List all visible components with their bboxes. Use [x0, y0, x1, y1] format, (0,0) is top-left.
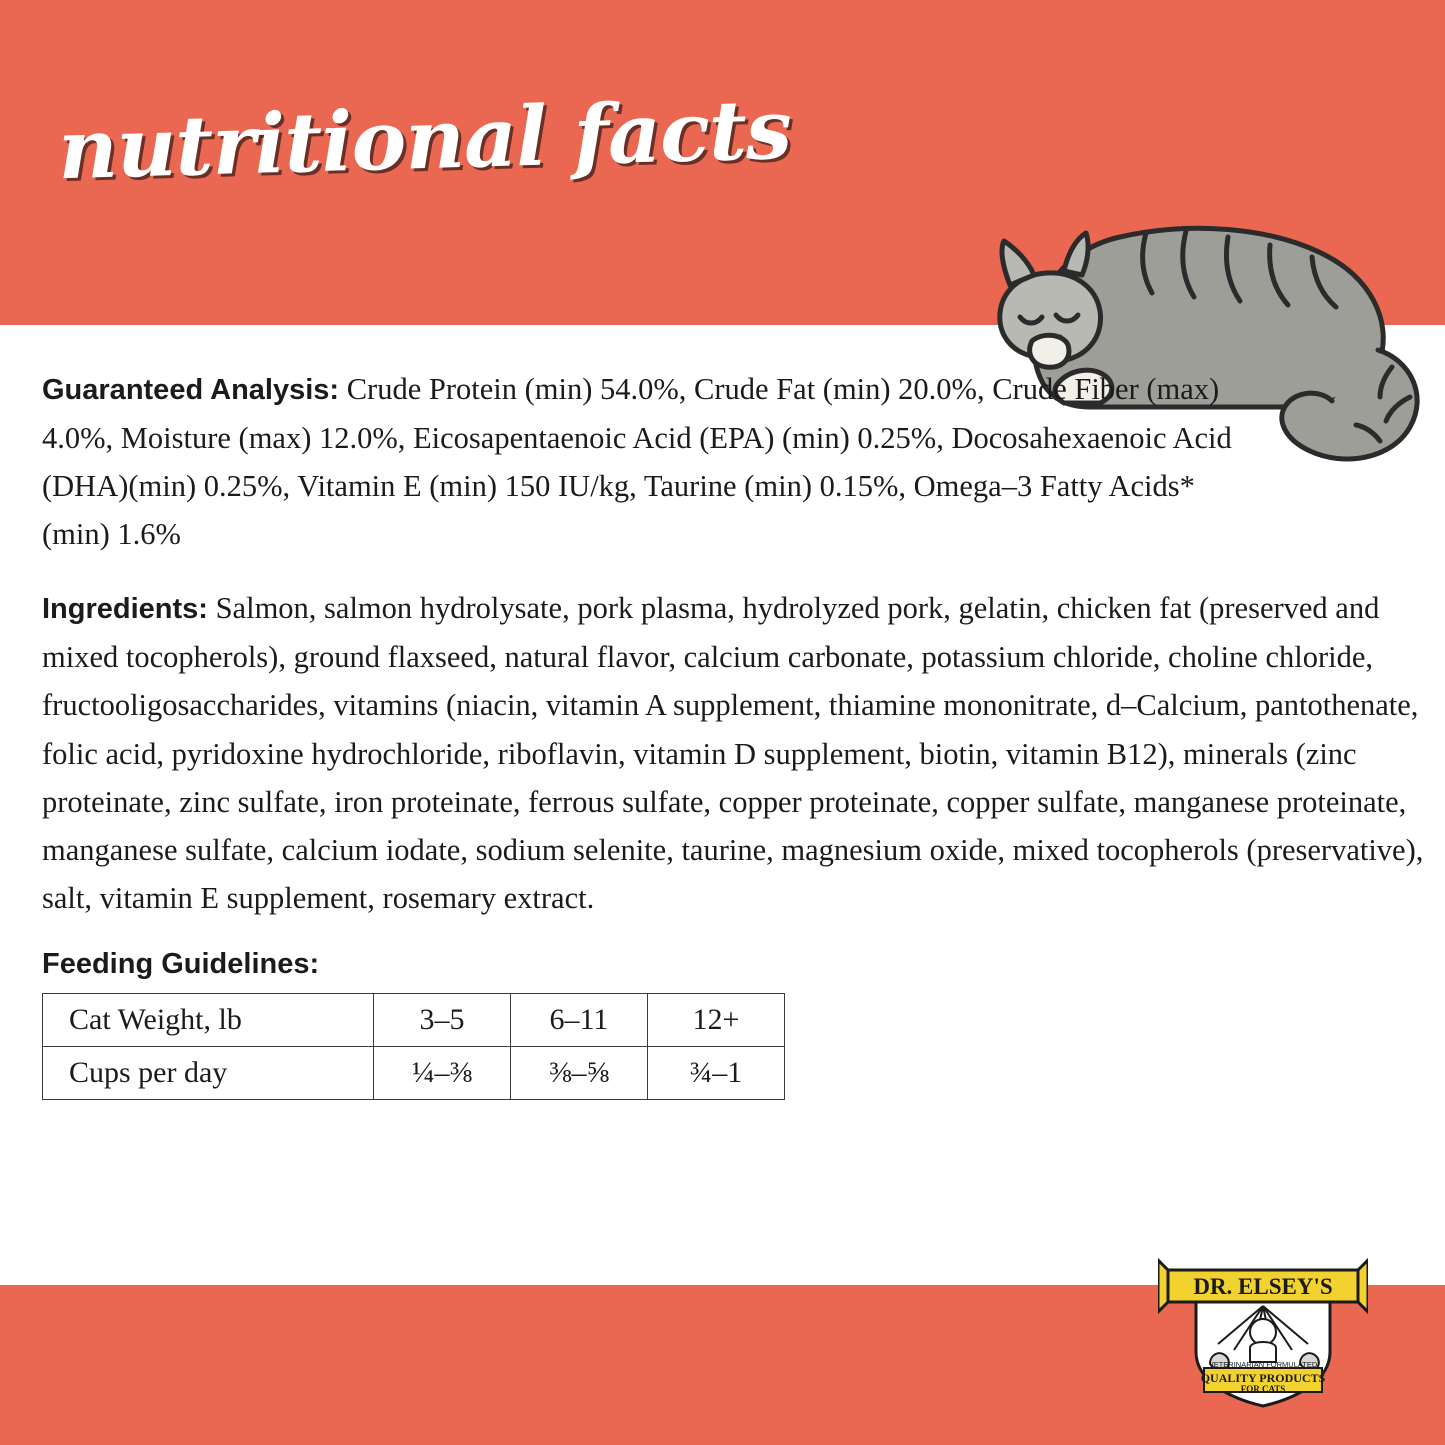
logo-tagline-mid: QUALITY PRODUCTS	[1200, 1371, 1326, 1385]
ingredients-label: Ingredients:	[42, 593, 208, 626]
table-row	[43, 994, 785, 1047]
ingredients-paragraph	[42, 584, 1427, 922]
weight-value-2: 6–11	[511, 994, 648, 1047]
row-header-weight: Cat Weight, lb	[43, 994, 374, 1047]
cups-value-3: ¾–1	[648, 1047, 785, 1100]
dr-elseys-seal-logo-icon	[1158, 1240, 1368, 1410]
logo-tagline-top: VETERINARIAN FORMULATED	[1208, 1360, 1318, 1369]
feeding-guidelines-table	[42, 993, 785, 1100]
weight-value-1: 3–5	[374, 994, 511, 1047]
body-content	[42, 365, 1427, 1100]
row-header-cups: Cups per day	[43, 1047, 374, 1100]
guaranteed-analysis-text: Crude Protein (min) 54.0%, Crude Fat (min) 20.0%, Crude Fiber (max) 4.0%, Moisture (max) 12.0%, Eicosapentaenoic Acid (EPA) (min) 0.25%, Docosahexaenoic Acid (DHA)(min) 0.25%, Vitamin E (min) 150 IU/kg, Taurine (min) 0.15%, Omega–3 Fatty Acids* (min) 1.6%	[42, 372, 1232, 552]
logo-brand-text: DR. ELSEY'S	[1193, 1274, 1333, 1299]
feeding-guidelines-label: Feeding Guidelines:	[42, 948, 320, 981]
cups-value-2: ⅜–⅝	[511, 1047, 648, 1100]
weight-value-3: 12+	[648, 994, 785, 1047]
guaranteed-analysis-paragraph	[42, 365, 1252, 558]
page-title: nutritional facts	[56, 81, 793, 199]
ingredients-text: Salmon, salmon hydrolysate, pork plasma, hydrolyzed pork, gelatin, chicken fat (preserved and mixed tocopherols), ground flaxseed, natural flavor, calcium carbonate, potassium chloride, choline chloride, fructooligosaccharides, vitamins (niacin, vitamin A supplement, thiamine mononitrate, d–Calcium, pantothenate, folic acid, pyridoxine hydrochloride, riboflavin, vitamin D supplement, biotin, vitamin B12), minerals (zinc proteinate, zinc sulfate, iron proteinate, ferrous sulfate, copper proteinate, copper sulfate, manganese proteinate, manganese sulfate, calcium iodate, sodium selenite, taurine, magnesium oxide, mixed tocopherols (preservative), salt, vitamin E supplement, rosemary extract.	[42, 591, 1424, 916]
cups-value-1: ¼–⅜	[374, 1047, 511, 1100]
table-row	[43, 1047, 785, 1100]
logo-tagline-bottom: FOR CATS	[1240, 1384, 1286, 1394]
guaranteed-analysis-label: Guaranteed Analysis:	[42, 374, 340, 406]
